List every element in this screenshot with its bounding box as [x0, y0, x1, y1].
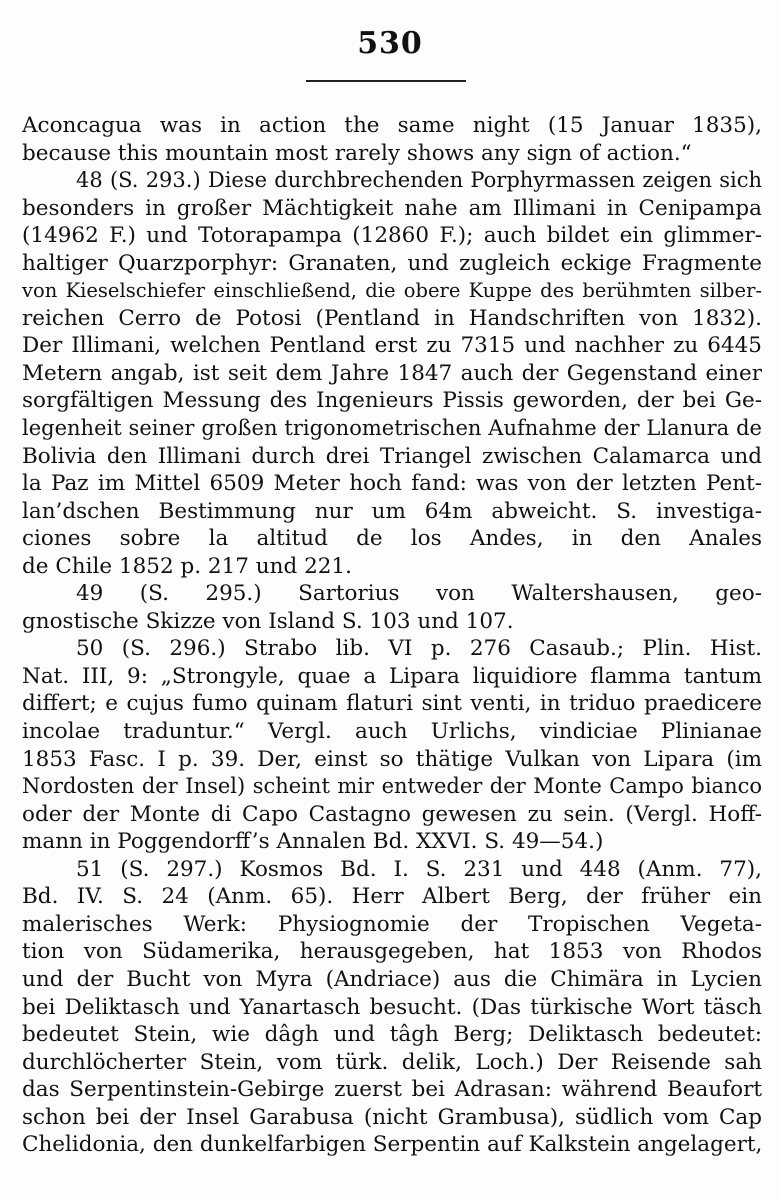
text-line: oder der Monte di Capo Castagno gewesen zu sein. (Vergl. Hoff-	[22, 801, 762, 827]
text-line: Aconcagua was in action the same night (15 Januar 1835),	[22, 113, 762, 138]
text-line: Nordosten der Insel) scheint mir entweder der Monte Campo bianco	[22, 774, 762, 799]
text-line: 1853 Fasc. I p. 39. Der, einst so thätige Vulkan von Lipara (im	[22, 746, 762, 772]
text-line: bei Deliktasch und Yanartasch besucht. (Das türkische Wort täsch	[22, 994, 762, 1020]
text-line: durchlöcherter Stein, vom türk. delik, Loch.) Der Reisende sah	[22, 1049, 762, 1075]
body-text	[22, 112, 762, 1159]
text-line: besonders in großer Mächtigkeit nahe am Illimani in Cenipampa	[22, 195, 762, 221]
text-line: (14962 F.) und Totorapampa (12860 F.); auch bildet ein glimmer-	[22, 223, 762, 249]
text-line: und der Bucht von Myra (Andriace) aus die Chimära in Lycien	[22, 966, 762, 992]
text-line: bedeutet Stein, wie dâgh und tâgh Berg; Deliktasch bedeutet:	[22, 1022, 762, 1048]
text-line: lan’dschen Bestimmung nur um 64m abweicht. S. investiga-	[22, 498, 762, 524]
text-line: incolae traduntur.“ Vergl. auch Urlichs, vindiciae Plinianae	[22, 719, 762, 745]
text-line: von Kieselschiefer einschließend, die obere Kuppe des berühmten silber-	[22, 279, 762, 303]
text-line: because this mountain most rarely shows any sign of action.“	[22, 140, 692, 166]
text-line: legenheit seiner großen trigonometrischen Aufnahme der Llanura de	[22, 416, 762, 441]
text-line: das Serpentinstein-Gebirge zuerst bei Adrasan: während Beaufort	[22, 1077, 762, 1103]
text-line: haltiger Quarzporphyr: Granaten, und zugleich eckige Fragmente	[22, 250, 762, 276]
text-line: malerisches Werk: Physiognomie der Tropischen Vegeta-	[22, 911, 762, 937]
text-line: Bolivia den Illimani durch drei Triangel zwischen Calamarca und	[22, 443, 762, 469]
text-line: mann in Poggendorff’s Annalen Bd. XXVI. S. 49—54.)	[22, 829, 604, 855]
footnote-50-start: 50 (S. 296.) Strabo lib. VI p. 276 Casaub.; Plin. Hist.	[76, 636, 762, 662]
footnote-48-start: 48 (S. 293.) Diese durchbrechenden Porphyrmassen zeigen sich	[76, 168, 762, 193]
text-line: de Chile 1852 p. 217 und 221.	[22, 553, 352, 579]
text-line: ciones sobre la altitud de los Andes, in den Anales	[22, 526, 762, 552]
text-line: Chelidonia, den dunkelfarbigen Serpentin auf Kalkstein angelagert,	[22, 1132, 762, 1158]
text-line: sorgfältigen Messung des Ingenieurs Pissis geworden, der bei Ge-	[22, 388, 762, 414]
text-line: differt; e cujus fumo quinam flaturi sint venti, in triduo praedicere	[22, 691, 762, 717]
text-line: Metern angab, ist seit dem Jahre 1847 auch der Gegenstand einer	[22, 360, 762, 386]
page-number: 530	[357, 26, 423, 61]
text-line: gnostische Skizze von Island S. 103 und 107.	[22, 608, 514, 634]
text-line: Nat. III, 9: „Strongyle, quae a Lipara liquidiore flamma tantum	[22, 663, 762, 689]
text-line: tion von Südamerika, herausgegeben, hat 1853 von Rhodos	[22, 939, 762, 965]
text-line: Der Illimani, welchen Pentland erst zu 7315 und nachher zu 6445	[22, 333, 762, 359]
header-rule	[306, 80, 466, 82]
footnote-51-start: 51 (S. 297.) Kosmos Bd. I. S. 231 und 448 (Anm. 77),	[76, 856, 762, 882]
footnote-49-start: 49 (S. 295.) Sartorius von Waltershausen, geo-	[76, 581, 762, 607]
text-line: schon bei der Insel Garabusa (nicht Grambusa), südlich vom Cap	[22, 1104, 762, 1130]
text-line: Bd. IV. S. 24 (Anm. 65). Herr Albert Berg, der früher ein	[22, 884, 762, 910]
text-line: la Paz im Mittel 6509 Meter hoch fand: was von der letzten Pent-	[22, 471, 762, 497]
text-line: reichen Cerro de Potosi (Pentland in Handschriften von 1832).	[22, 305, 762, 331]
